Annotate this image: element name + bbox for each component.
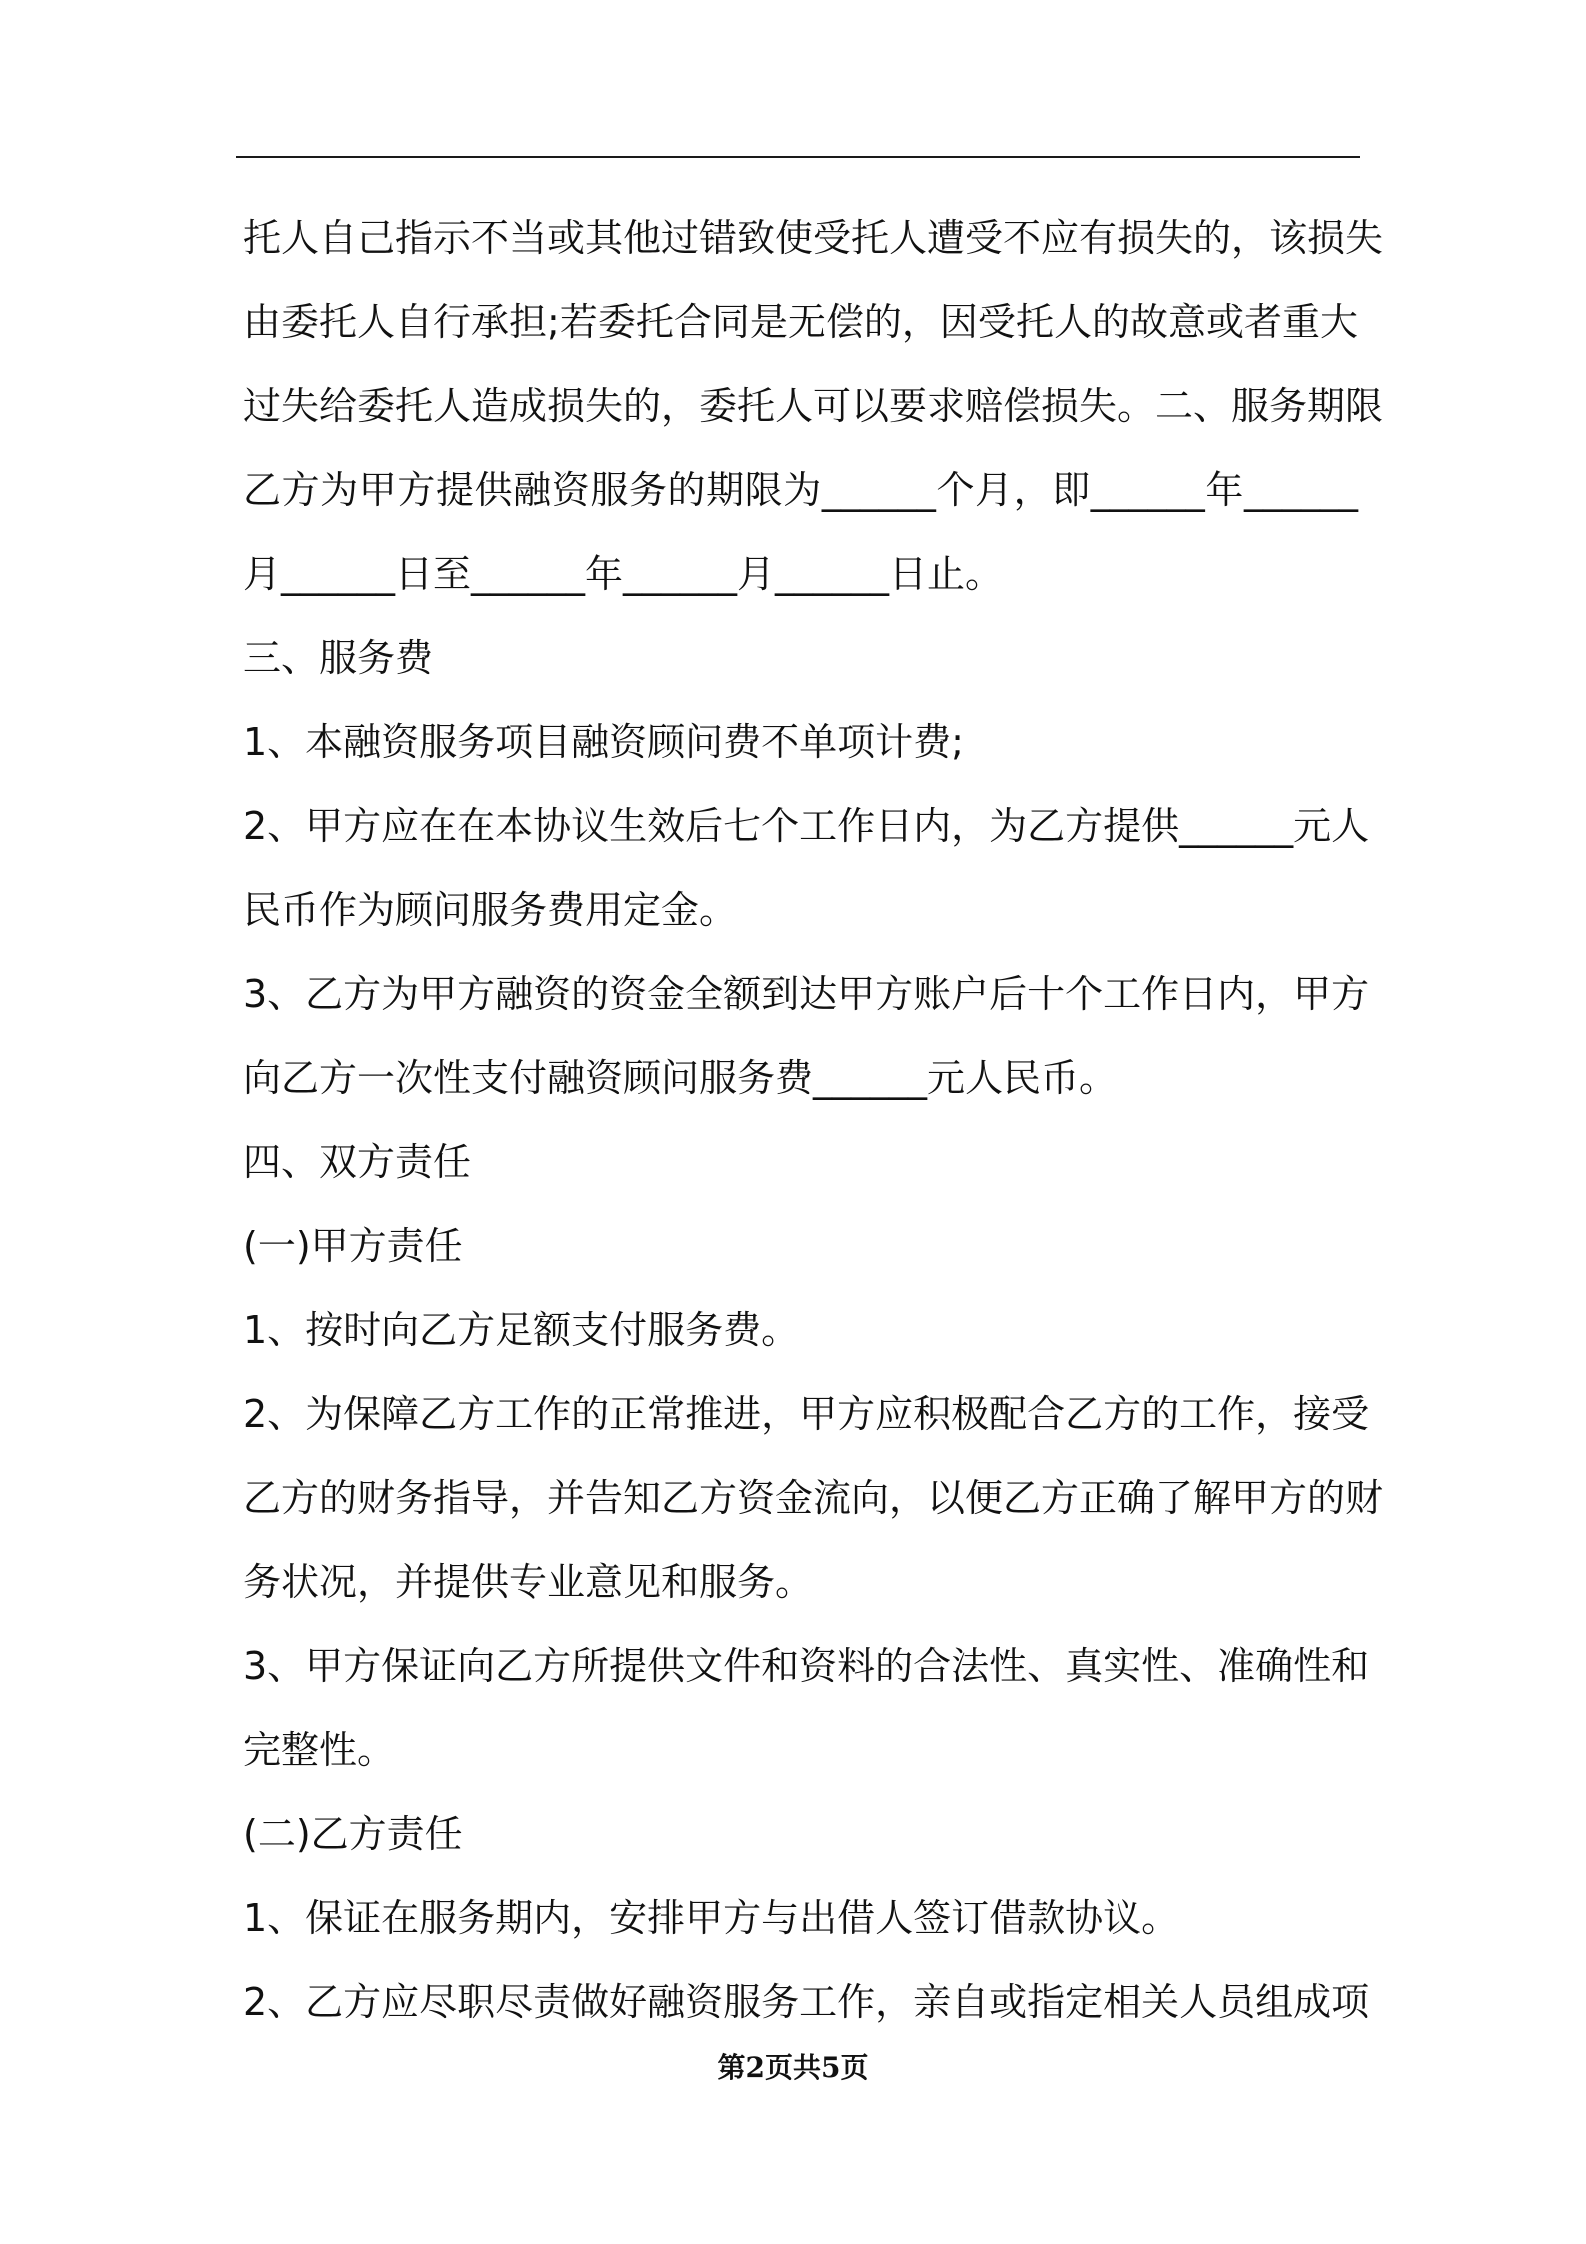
- text-line: 2、甲方应在在本协议生效后七个工作日内，为乙方提供______元人: [243, 804, 1370, 848]
- text-line: 月______日至______年______月______日止。: [243, 552, 1004, 596]
- text-line: 由委托人自行承担;若委托合同是无偿的，因受托人的故意或者重大: [243, 300, 1358, 344]
- section-heading: 四、双方责任: [243, 1140, 472, 1184]
- text-line: 托人自己指示不当或其他过错致使受托人遭受不应有损失的，该损失: [243, 216, 1384, 260]
- text-line: 民币作为顾问服务费用定金。: [243, 888, 738, 932]
- text-line: 3、甲方保证向乙方所提供文件和资料的合法性、真实性、准确性和: [243, 1644, 1370, 1688]
- text-line: 2、乙方应尽职尽责做好融资服务工作，亲自或指定相关人员组成项: [243, 1980, 1370, 2024]
- text-line: 1、保证在服务期内，安排甲方与出借人签订借款协议。: [243, 1896, 1180, 1940]
- section-heading: 三、服务费: [243, 636, 434, 680]
- subsection-heading: (二)乙方责任: [243, 1812, 463, 1856]
- text-line: 完整性。: [243, 1728, 396, 1772]
- text-line: 过失给委托人造成损失的，委托人可以要求赔偿损失。二、服务期限: [243, 384, 1384, 428]
- header-rule: [236, 156, 1360, 158]
- text-line: 3、乙方为甲方融资的资金全额到达甲方账户后十个工作日内，甲方: [243, 972, 1370, 1016]
- text-line: 向乙方一次性支付融资顾问服务费______元人民币。: [243, 1056, 1118, 1100]
- text-line: 乙方的财务指导，并告知乙方资金流向，以便乙方正确了解甲方的财: [243, 1476, 1384, 1520]
- text-line: 务状况，并提供专业意见和服务。: [243, 1560, 814, 1604]
- text-line: 2、为保障乙方工作的正常推进，甲方应积极配合乙方的工作，接受: [243, 1392, 1370, 1436]
- document-body: [243, 196, 1384, 2044]
- subsection-heading: (一)甲方责任: [243, 1224, 463, 1268]
- text-line: 1、本融资服务项目融资顾问费不单项计费;: [243, 720, 964, 764]
- text-line: 1、按时向乙方足额支付服务费。: [243, 1308, 800, 1352]
- page-number: 第2页共5页: [717, 2051, 869, 2084]
- text-line: 乙方为甲方提供融资服务的期限为______个月，即______年______: [243, 468, 1358, 512]
